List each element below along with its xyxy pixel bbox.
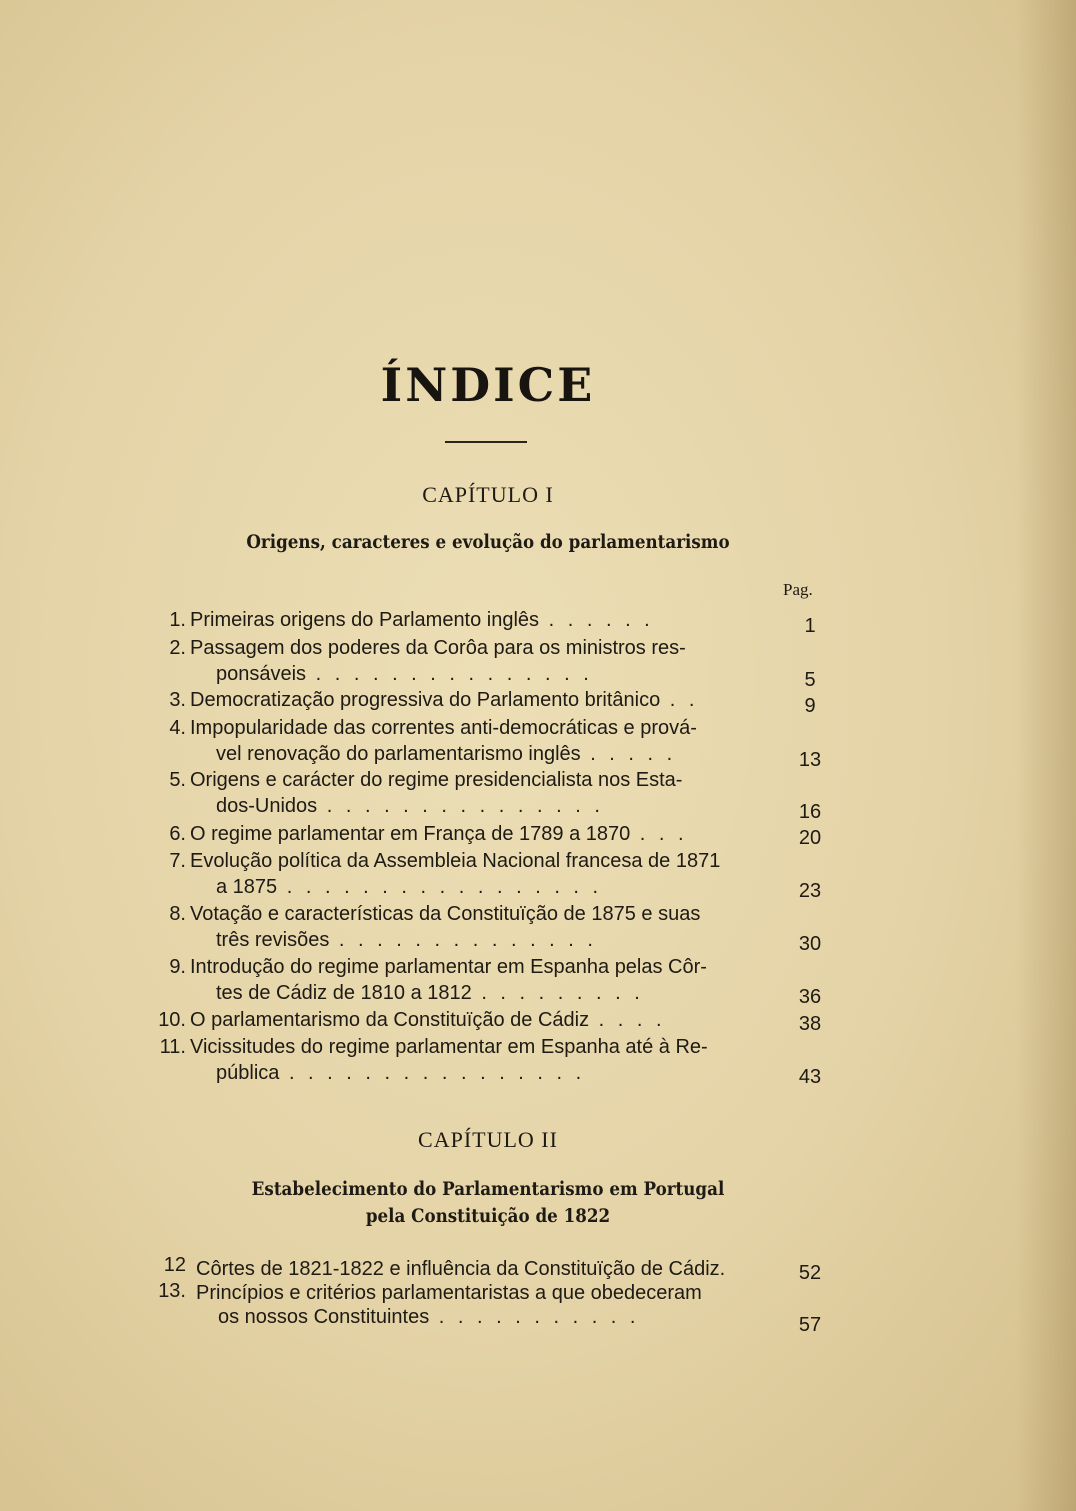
entry-number: 4. [169, 717, 186, 739]
entry-title-cont: os nossos Constituintes [218, 1306, 430, 1328]
entry-title-cont: dos-Unidos [216, 795, 318, 817]
entry-title: Primeiras origens do Parlamento inglês [190, 609, 540, 631]
entry-title: Evolução política da Assembleia Nacional francesa de 1871 [190, 850, 721, 872]
page-title: ÍNDICE [380, 358, 596, 412]
entry-number: 10. [158, 1009, 186, 1031]
entry-number: 9. [169, 956, 186, 978]
entry-number: 7. [169, 850, 186, 872]
entry-page: 13 [798, 749, 822, 771]
entry-title: Democratização progressiva do Parlamento britânico [190, 689, 661, 711]
chapter-1-subtitle-line: Origens, caracteres e evolução do parlamentarismo [246, 531, 730, 553]
entry-page: 23 [798, 880, 822, 902]
entry-title: Origens e carácter do regime presidencialista nos Esta- [190, 769, 683, 791]
entry-title-cont: a 1875 [216, 876, 278, 898]
entry-page: 36 [798, 986, 822, 1008]
entry-page: 5 [804, 669, 816, 691]
chapter-1-heading: CAPÍTULO I [422, 482, 554, 507]
entry-page: 43 [798, 1066, 822, 1088]
entry-title: O parlamentarismo da Constituïção de Cádiz [190, 1009, 590, 1031]
entry-title: Introdução do regime parlamentar em Espanha pelas Côr- [190, 956, 707, 978]
book-page: ÍNDICE CAPÍTULO I Origens, caracteres e evolução do parlamentarismo Pag. 1. Primeiras origens do Parlamento inglês . . . . . . 1 2. Passagem dos poderes da Corôa para os ministros res- ponsáveis . . . . . . . . . . . . . . . 5 3. Democratização progressiva do Parlamento britânico . . 9 4. Impopularidade das correntes anti-democráticas e prová- vel renovação do parlamentarismo inglês . . . . . 13 5. Origens e carácter do regime presidencialista nos Esta- dos-Unidos . . . . . . . . . . . . . . . 16 6. O regime parlamentar em França de 1789 a 1870 . . . 20 7. Evolução política da Assembleia Nacional francesa de 1871 a 1875 . . . . . . . . . . . . . . . . . 23 8. Votação e características da Constituïção de 1875 e suas três revisões . . . . . . . . . . . . . . 30 9. Introdução do regime parlamentar em Espanha pelas Côr- tes de Cádiz de 1810 a 1812 . . . . . . . . . 36 10. O parlamentarismo da Constituïção de Cádiz . . . . 38 11. Vicissitudes do regime parlamentar em Espanha até à Re- pública . . . . . . . . . . . . . . . . 43 CAPÍTULO II Estabelecimento do Parlamentarismo em Portugal pela Constituição de 1822 12 Côrtes de 1821-1822 e influência da Constituïção de Cádiz. 52 13. Princípios e critérios parlamentaristas a que obedeceram os nossos Constituintes . . . . . . . . . . . 57 [0, 0, 1076, 1511]
entry-number: 3. [169, 689, 186, 711]
entry-title-cont: tes de Cádiz de 1810 a 1812 [216, 982, 472, 1004]
entry-page: 16 [798, 801, 822, 823]
entry-title: Côrtes de 1821-1822 e influência da Constituïção de Cádiz. [196, 1258, 726, 1280]
entry-page: 20 [798, 827, 822, 849]
entry-title: Vicissitudes do regime parlamentar em Espanha até à Re- [190, 1036, 708, 1058]
entry-number: 8. [169, 903, 186, 925]
entry-number: 2. [169, 637, 186, 659]
entry-page: 30 [798, 933, 822, 955]
title-rule [445, 441, 527, 443]
entry-number: 5. [169, 769, 186, 791]
entry-number: 6. [169, 823, 186, 845]
entry-title-cont: três revisões [216, 929, 330, 951]
chapter-2-subtitle-line-1: Estabelecimento do Parlamentarismo em Portugal [251, 1178, 725, 1200]
entry-page: 52 [798, 1262, 822, 1284]
entry-title: O regime parlamentar em França de 1789 a 1870 [190, 823, 631, 845]
entry-title-cont: pública [216, 1062, 280, 1084]
entry-page: 57 [798, 1314, 822, 1336]
entry-title: Passagem dos poderes da Corôa para os ministros res- [190, 637, 686, 659]
entry-number: 12 [163, 1254, 186, 1276]
entry-number: 13. [158, 1280, 186, 1302]
entry-page: 38 [798, 1013, 822, 1035]
entry-number: 1. [169, 609, 186, 631]
chapter-2-subtitle-line-2: pela Constituição de 1822 [365, 1205, 611, 1227]
entry-title-cont: ponsáveis [216, 663, 307, 685]
chapter-2-subtitle [59, 1176, 918, 1230]
entry-title: Impopularidade das correntes anti-democráticas e prová- [190, 717, 697, 739]
entry-title-cont: vel renovação do parlamentarismo inglês [216, 743, 581, 765]
entry-page: 1 [804, 615, 816, 637]
entry-number: 11. [159, 1036, 186, 1058]
chapter-1-subtitle [59, 529, 918, 556]
chapter-2-heading: CAPÍTULO II [418, 1127, 558, 1152]
page-column-label: Pag. [783, 580, 813, 599]
entry-title: Votação e características da Constituïção de 1875 e suas [190, 903, 701, 925]
entry-title: Princípios e critérios parlamentaristas a que obedeceram [196, 1282, 702, 1304]
entry-page: 9 [804, 695, 816, 717]
